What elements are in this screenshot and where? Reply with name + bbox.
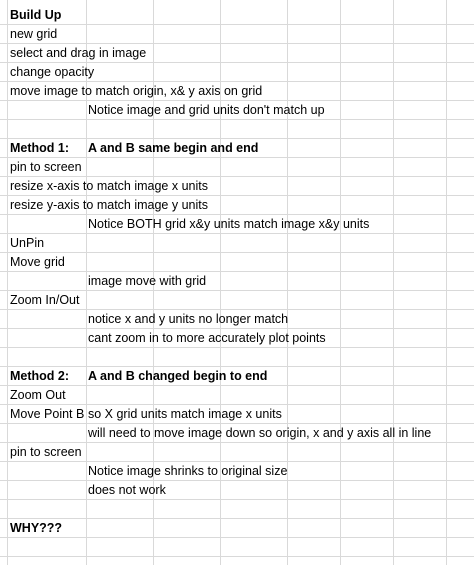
sheet-row — [0, 538, 474, 557]
sheet-row — [0, 386, 474, 405]
sheet-row — [0, 6, 474, 25]
cell-col-a[interactable]: Zoom In/Out — [10, 293, 80, 307]
cell-col-a[interactable]: pin to screen — [10, 445, 82, 459]
sheet-row — [0, 405, 474, 424]
cell-col-b[interactable]: A and B changed begin to end — [88, 369, 268, 383]
sheet-row — [0, 310, 474, 329]
cell-col-b[interactable]: A and B same begin and end — [88, 141, 259, 155]
cell-col-a[interactable]: pin to screen — [10, 160, 82, 174]
cell-col-b[interactable]: does not work — [88, 483, 166, 497]
cell-col-b[interactable]: will need to move image down so origin, x and y axis all in line — [88, 426, 432, 440]
sheet-row — [0, 120, 474, 139]
sheet-row — [0, 158, 474, 177]
sheet-row — [0, 291, 474, 310]
cell-col-a[interactable]: Move Point B — [10, 407, 85, 421]
sheet-row — [0, 196, 474, 215]
cell-col-a[interactable]: change opacity — [10, 65, 95, 79]
cell-col-b[interactable]: so X grid units match image x units — [88, 407, 282, 421]
cell-col-b[interactable]: cant zoom in to more accurately plot points — [88, 331, 326, 345]
cell-col-a[interactable]: WHY??? — [10, 521, 63, 535]
sheet-row — [0, 443, 474, 462]
sheet-row — [0, 424, 474, 443]
sheet-row — [0, 234, 474, 253]
cell-col-a[interactable]: resize y-axis to match image y units — [10, 198, 208, 212]
sheet-row — [0, 500, 474, 519]
cell-col-b[interactable]: Notice image shrinks to original size — [88, 464, 288, 478]
sheet-row — [0, 253, 474, 272]
sheet-row — [0, 367, 474, 386]
cell-col-a[interactable]: Move grid — [10, 255, 65, 269]
sheet-row — [0, 519, 474, 538]
cell-col-a[interactable]: UnPin — [10, 236, 45, 250]
sheet-row — [0, 348, 474, 367]
sheet-row — [0, 481, 474, 500]
cell-col-a[interactable]: new grid — [10, 27, 58, 41]
sheet-row — [0, 177, 474, 196]
sheet-row — [0, 82, 474, 101]
cell-col-a[interactable]: resize x-axis to match image x units — [10, 179, 208, 193]
cell-col-a[interactable]: move image to match origin, x& y axis on grid — [10, 84, 263, 98]
cell-col-a[interactable]: Build Up — [10, 8, 62, 22]
cell-col-b[interactable]: Notice BOTH grid x&y units match image x&y units — [88, 217, 370, 231]
cell-col-b[interactable]: Notice image and grid units don't match up — [88, 103, 325, 117]
sheet-row — [0, 101, 474, 120]
sheet-row — [0, 272, 474, 291]
sheet-row — [0, 44, 474, 63]
sheet-row — [0, 462, 474, 481]
sheet-row — [0, 329, 474, 348]
sheet-row — [0, 215, 474, 234]
cell-col-b[interactable]: notice x and y units no longer match — [88, 312, 289, 326]
cell-col-a[interactable]: Method 2: — [10, 369, 70, 383]
cell-col-b[interactable]: image move with grid — [88, 274, 207, 288]
cell-col-a[interactable]: Zoom Out — [10, 388, 66, 402]
cell-col-a[interactable]: Method 1: — [10, 141, 70, 155]
sheet-row — [0, 25, 474, 44]
sheet-row — [0, 63, 474, 82]
cell-col-a[interactable]: select and drag in image — [10, 46, 147, 60]
sheet-row — [0, 139, 474, 158]
